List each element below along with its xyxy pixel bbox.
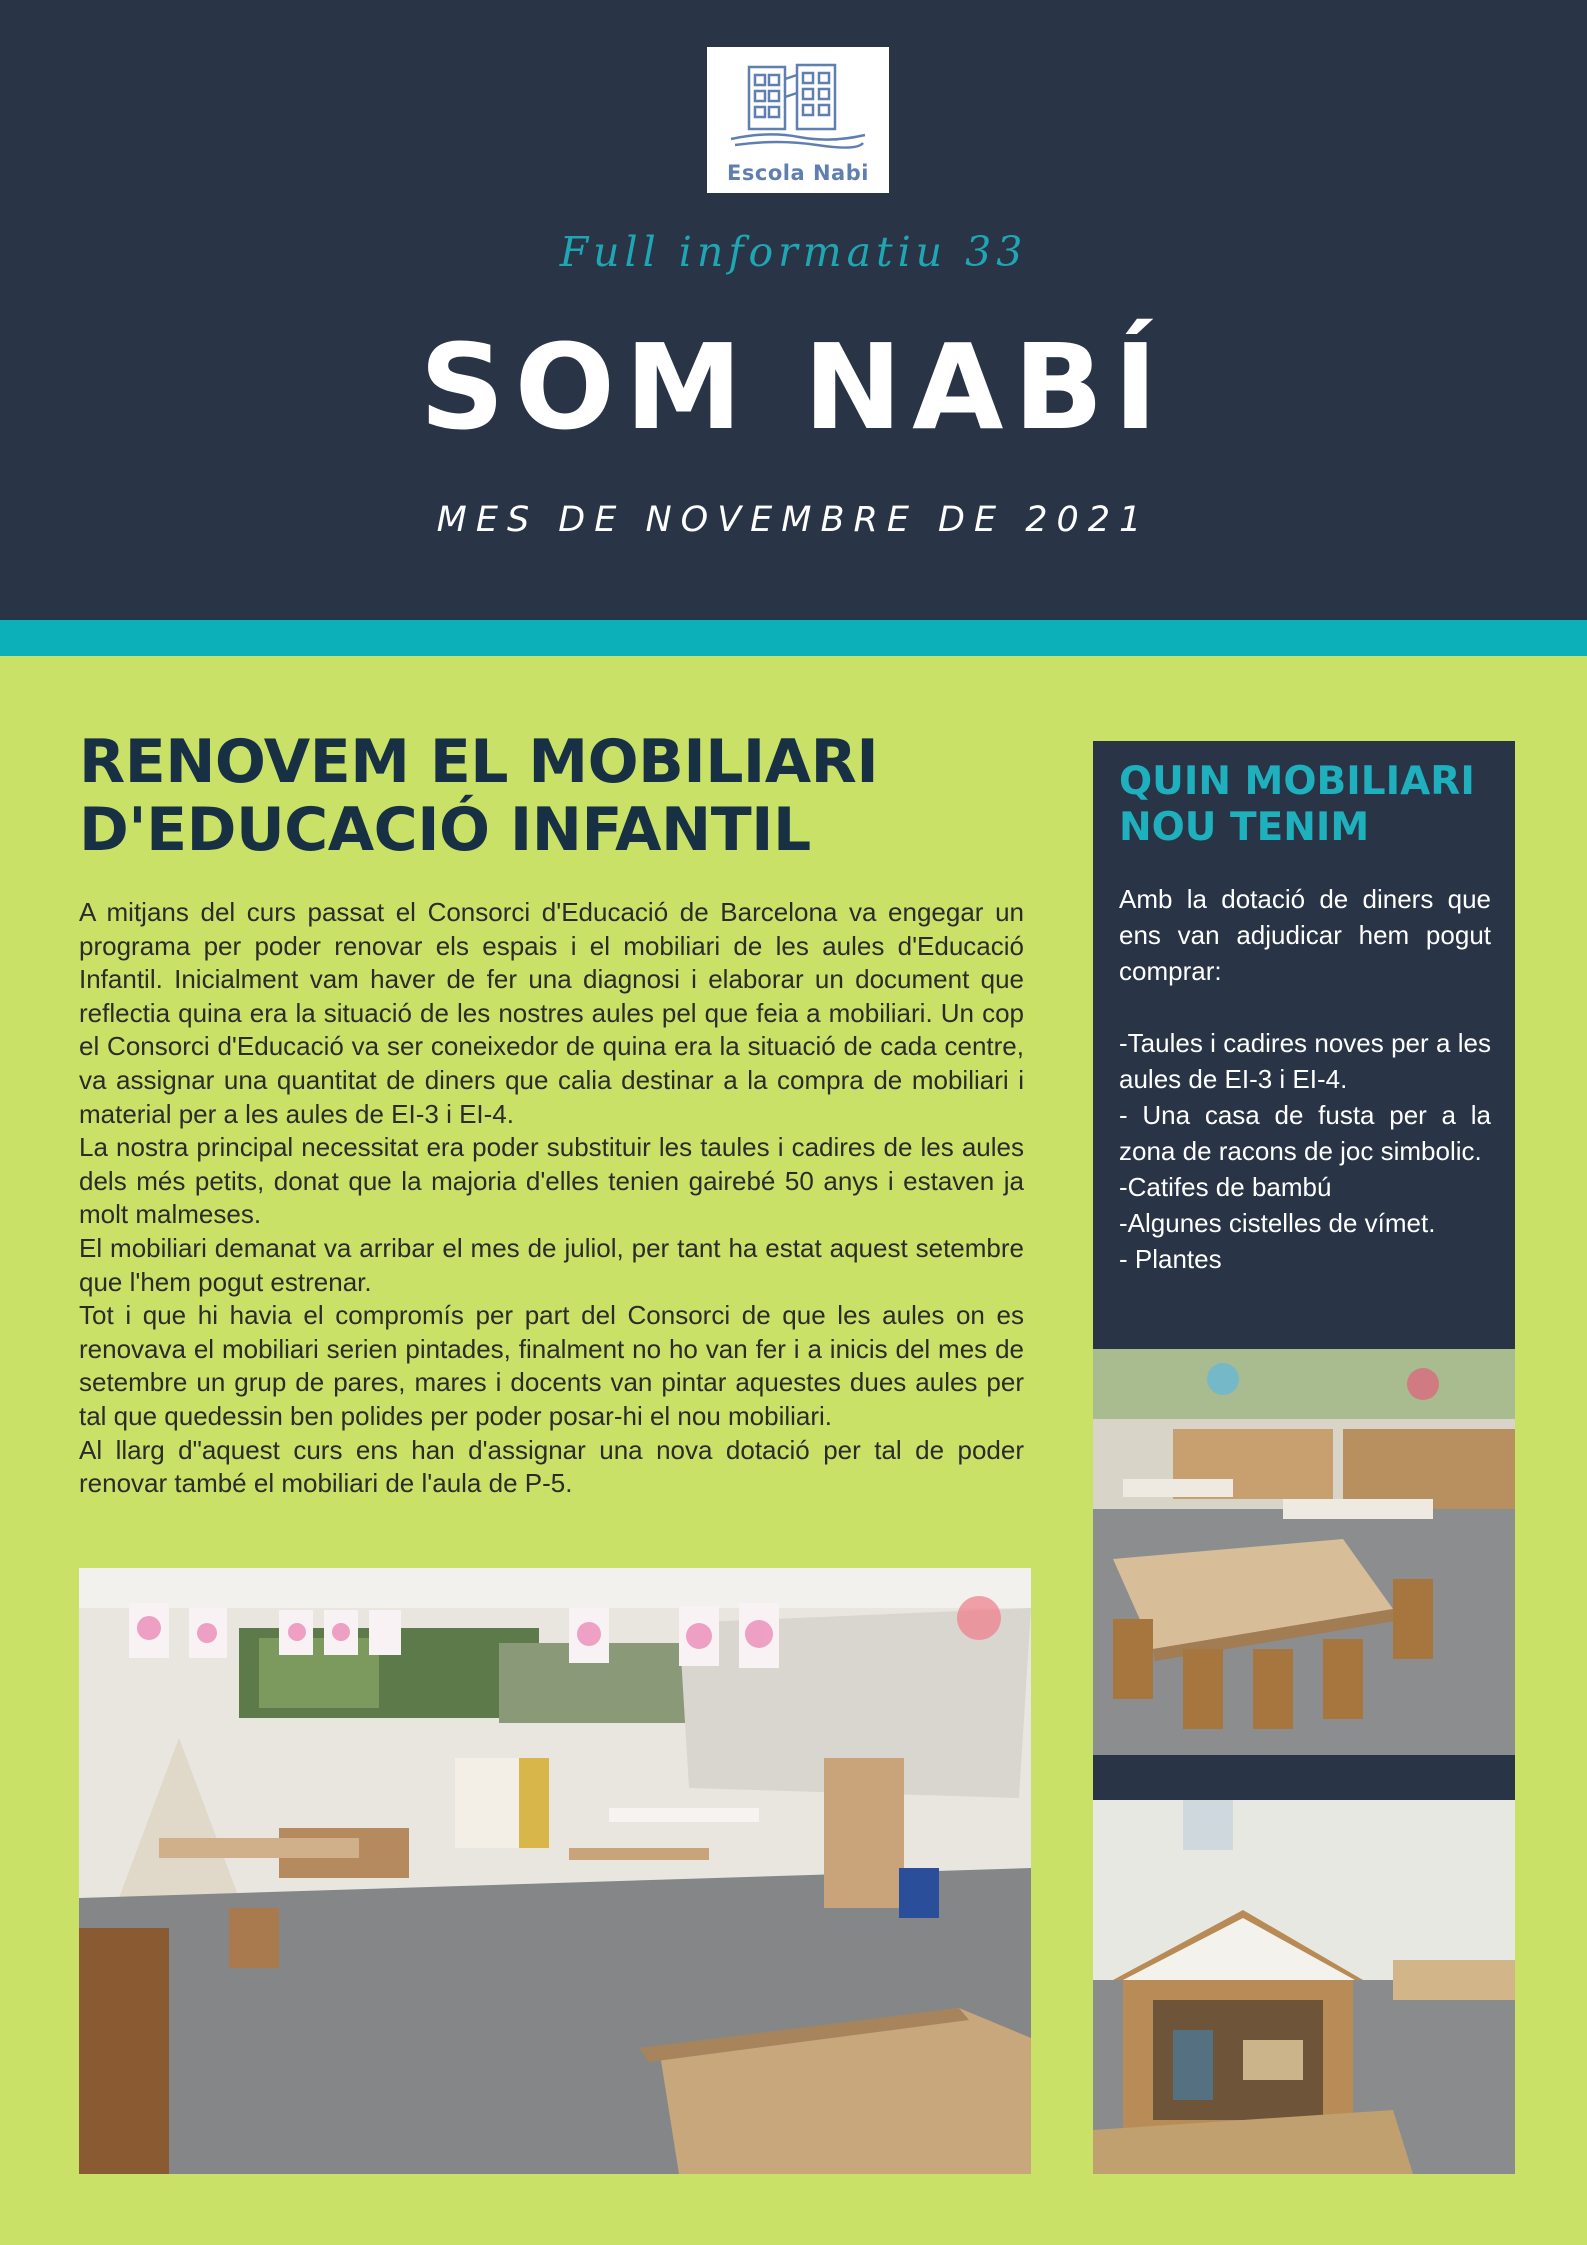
article-paragraph: A mitjans del curs passat el Consorci d'Educació de Barcelona va engegar un programa per poder renovar els espais i el mobiliari de les aules d'Educació Infantil. Inicialment vam haver de fer una diagnosi i elaborar un document que reflectia quina era la situació de les nostres aules pel que feia a mobiliari. Un cop el Consorci d'Educació va ser coneixedor de quina era la situació de cada centre, va assignar una quantitat de diners que calia destinar a la compra de mobiliari i material per a les aules de EI-3 i EI-4. <box>79 897 1024 1129</box>
furniture-photo <box>1093 1349 1515 1755</box>
sidebar-body <box>1119 881 1491 1277</box>
sidebar-heading <box>1119 759 1499 851</box>
sidebar-list-item: - Plantes <box>1119 1244 1222 1274</box>
sidebar-list-item: -Catifes de bambú <box>1119 1172 1332 1202</box>
sidebar-heading-line1: QUIN MOBILIARI <box>1119 759 1475 804</box>
article-heading-line1: RENOVEM EL MOBILIARI <box>79 727 879 797</box>
classroom-photo <box>79 1568 1031 2174</box>
school-building-icon <box>727 57 869 157</box>
sidebar-heading-line2: NOU TENIM <box>1119 805 1370 850</box>
sidebar-intro: Amb la dotació de diners que ens van adjudicar hem pogut comprar: <box>1119 884 1491 986</box>
sidebar-list-item: - Una casa de fusta per a la zona de racons de joc simbolic. <box>1119 1100 1491 1166</box>
accent-divider <box>0 620 1587 656</box>
article-paragraph: Tot i que hi havia el compromís per part del Consorci de que les aules on es renovava el mobiliari serien pintades, finalment no ho van fer i a inicis del mes de setembre un grup de pares, mares i docents van pintar aquestes dues aules per tal que quedessin ben polides per poder posar-hi el nou mobiliari. <box>79 1300 1024 1431</box>
article-heading <box>79 728 1029 864</box>
newsletter-title: SOM NABÍ <box>419 318 1168 456</box>
article-paragraph: La nostra principal necessitat era poder substituir les taules i cadires de les aules dels més petits, donat que la majoria d'elles tenien gairebé 50 anys i estaven ja molt malmeses. <box>79 1132 1024 1230</box>
article-paragraph: El mobiliari demanat va arribar el mes de juliol, per tant ha estat aquest setembre que l'hem pogut estrenar. <box>79 1232 1024 1297</box>
school-logo <box>707 47 889 193</box>
play-house-photo <box>1093 1800 1515 2174</box>
sidebar-list-item: -Algunes cistelles de vímet. <box>1119 1208 1436 1238</box>
issue-date: MES DE NOVEMBRE DE 2021 <box>436 500 1151 540</box>
newsletter-subtitle: Full informatiu 33 <box>559 228 1028 276</box>
logo-text: Escola Nabi <box>727 161 869 185</box>
article-heading-line2: D'EDUCACIÓ INFANTIL <box>79 795 811 865</box>
article-paragraph: Al llarg d"aquest curs ens han d'assignar una nova dotació per tal de poder renovar també el mobiliari de l'aula de P-5. <box>79 1434 1024 1499</box>
article-body <box>79 896 1024 1501</box>
sidebar-list-item: -Taules i cadires noves per a les aules de EI-3 i EI-4. <box>1119 1028 1491 1094</box>
